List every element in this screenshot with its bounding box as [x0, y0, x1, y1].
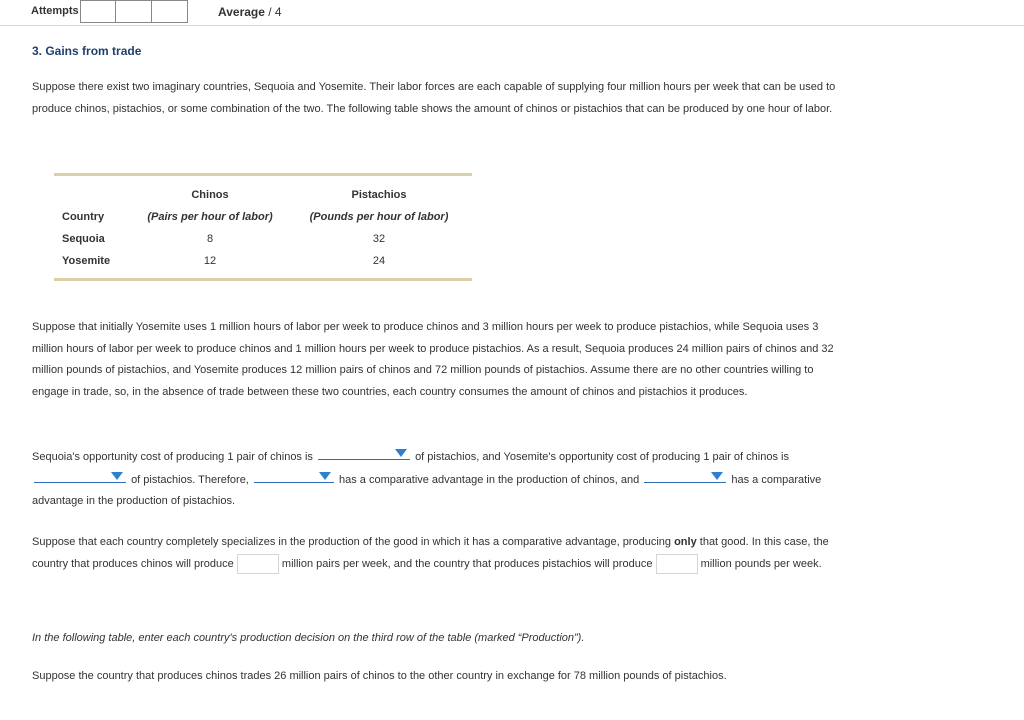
trade-paragraph: Suppose the country that produces chinos trades 26 million pairs of chinos to the other country in exchange for 78 million pounds of pistachios.	[32, 670, 727, 682]
yosemite-opportunity-cost-dropdown[interactable]	[34, 469, 126, 483]
scenario-paragraph: Suppose that initially Yosemite uses 1 million hours of labor per week to produce chinos and 3 million hours per week to produce pistachios, while Sequoia uses 3 million hours of labor per week to produce chinos and 1 million hours per week to produce pistachios. As a result, Sequoia produces 24 million pairs of chinos and 32 million pounds of pistachios, and Yosemite produces 12 million pairs of chinos and 72 million pounds of pistachios. Assume there are no other countries willing to engage in trade, so, in the absence of trade between these two countries, each country consumes the amount of chinos and pistachios it produces.	[32, 321, 834, 398]
table-bottom-rule	[54, 278, 472, 281]
average-label: Average	[218, 5, 265, 19]
attempt-box	[116, 0, 152, 23]
q1-text-1: Sequoia's opportunity cost of producing 1 pair of chinos is	[32, 451, 313, 463]
intro-paragraph: Suppose there exist two imaginary countries, Sequoia and Yosemite. Their labor forces are each capable of supplying four million hours per week that can be used to produce chinos, pistachios, or some combination of the two. The following table shows the amount of chinos or pistachios that can be produced by one hour of labor.	[32, 81, 836, 115]
attempts-label: Attempts	[31, 5, 79, 17]
q2-text-1: Suppose that each country completely specializes in the production of the good in which it has a comparative advantage, producing	[32, 536, 672, 548]
q2-text-3: million pairs per week, and the country that produces pistachios will produce	[281, 557, 653, 570]
sequoia-opportunity-cost-dropdown[interactable]	[318, 446, 410, 460]
pistachios-production-input[interactable]	[656, 554, 698, 574]
dropdown-arrow-icon	[111, 472, 123, 480]
production-table	[54, 173, 472, 281]
table-instruction: In the following table, enter each country's production decision on the third row of the table (marked “Production”).	[32, 632, 585, 644]
attempt-box	[152, 0, 188, 23]
subheader-pistachios-unit: (Pounds per hour of labor)	[309, 211, 449, 223]
q1-text-3: of pistachios. Therefore,	[131, 473, 249, 486]
subheader-chinos-unit: (Pairs per hour of labor)	[147, 211, 273, 223]
row-chinos: 8	[206, 233, 214, 245]
section-title: 3. Gains from trade	[32, 44, 142, 58]
average-value: / 4	[268, 5, 282, 19]
q2-text-2: that good. In this case, the country that produces chinos will produce	[32, 536, 829, 570]
col-header-chinos: Chinos	[191, 189, 229, 201]
table-row	[54, 228, 472, 250]
row-chinos: 12	[203, 255, 217, 267]
chinos-production-input[interactable]	[237, 554, 279, 574]
row-country: Yosemite	[62, 255, 111, 267]
dropdown-arrow-icon	[395, 449, 407, 457]
row-pistachios: 32	[372, 233, 386, 245]
q1-text-4: has a comparative advantage in the production of chinos, and	[339, 473, 640, 486]
opportunity-cost-question	[32, 446, 852, 513]
dropdown-arrow-icon	[319, 472, 331, 480]
average-score	[218, 5, 282, 19]
col-header-country: Country	[62, 211, 105, 223]
q2-text-4: million pounds per week.	[700, 557, 822, 570]
q1-text-2: of pistachios, and Yosemite's opportunity cost of producing 1 pair of chinos is	[415, 451, 789, 463]
dropdown-arrow-icon	[711, 472, 723, 480]
attempts-bar	[0, 0, 1024, 26]
q2-emphasis: only	[674, 536, 697, 548]
pistachios-advantage-country-dropdown[interactable]	[644, 469, 726, 483]
row-pistachios: 24	[372, 255, 386, 267]
attempt-box	[80, 0, 116, 23]
row-country: Sequoia	[62, 233, 105, 245]
specialization-question	[32, 532, 852, 575]
chinos-advantage-country-dropdown[interactable]	[254, 469, 334, 483]
attempt-boxes	[80, 0, 188, 23]
table-row	[54, 250, 472, 272]
col-header-pistachios: Pistachios	[351, 189, 407, 201]
q1-text-5: has a comparative advantage in the production of pistachios.	[32, 473, 822, 507]
